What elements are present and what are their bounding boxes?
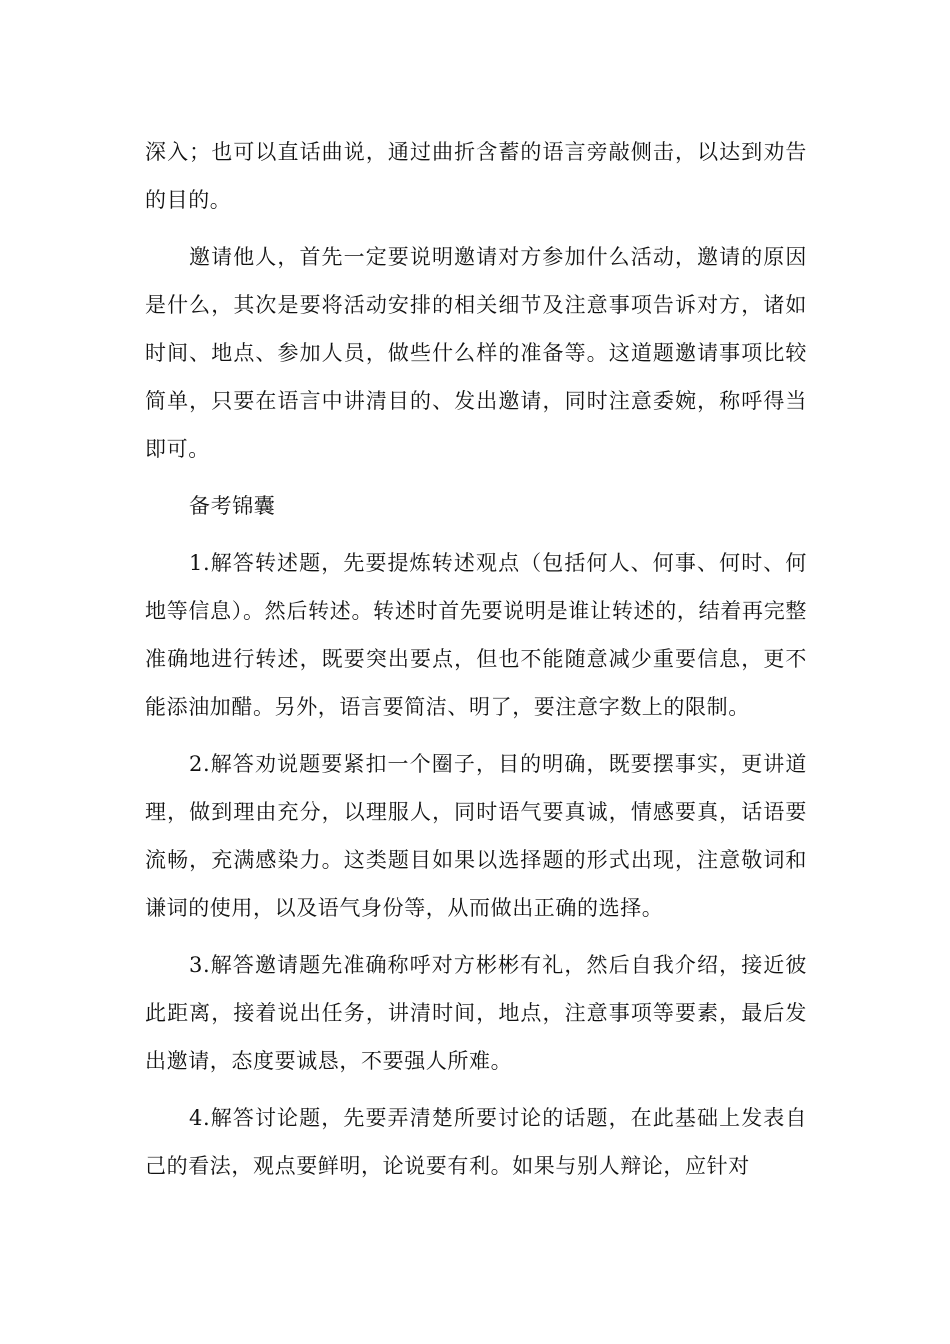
paragraph-tip-3: 3.解答邀请题先准确称呼对方彬彬有礼，然后自我介绍，接近彼此距离，接着说出任务，讲清时间，地点，注意事项等要素，最后发出邀请，态度要诚恳，不要强人所难。 — [145, 953, 807, 1073]
paragraph-continuation: 深入；也可以直话曲说，通过曲折含蓄的语言旁敲侧击，以达到劝告的目的。 — [145, 140, 807, 212]
paragraph-tip-2: 2.解答劝说题要紧扣一个圈子，目的明确，既要摆事实，更讲道理，做到理由充分，以理服人，同时语气要真诚，情感要真，话语要流畅，充满感染力。这类题目如果以选择题的形式出现，注意敬词和谦词的使用，以及语气身份等，从而做出正确的选择。 — [145, 752, 807, 920]
paragraph-tip-4: 4.解答讨论题，先要弄清楚所要讨论的话题，在此基础上发表自己的看法，观点要鲜明，论说要有利。如果与别人辩论，应针对 — [145, 1106, 807, 1178]
paragraph-tip-1: 1.解答转述题，先要提炼转述观点（包括何人、何事、何时、何地等信息）。然后转述。转述时首先要说明是谁让转述的，结着再完整准确地进行转述，既要突出要点，但也不能随意减少重要信息，更不能添油加醋。另外，语言要简洁、明了，要注意字数上的限制。 — [145, 551, 807, 719]
document-body — [145, 128, 807, 1199]
paragraph-invitation: 邀请他人，首先一定要说明邀请对方参加什么活动，邀请的原因是什么，其次是要将活动安排的相关细节及注意事项告诉对方，诸如时间、地点、参加人员，做些什么样的准备等。这道题邀请事项比较简单，只要在语言中讲清目的、发出邀请，同时注意委婉，称呼得当即可。 — [145, 245, 807, 461]
section-heading: 备考锦囊 — [189, 494, 276, 518]
